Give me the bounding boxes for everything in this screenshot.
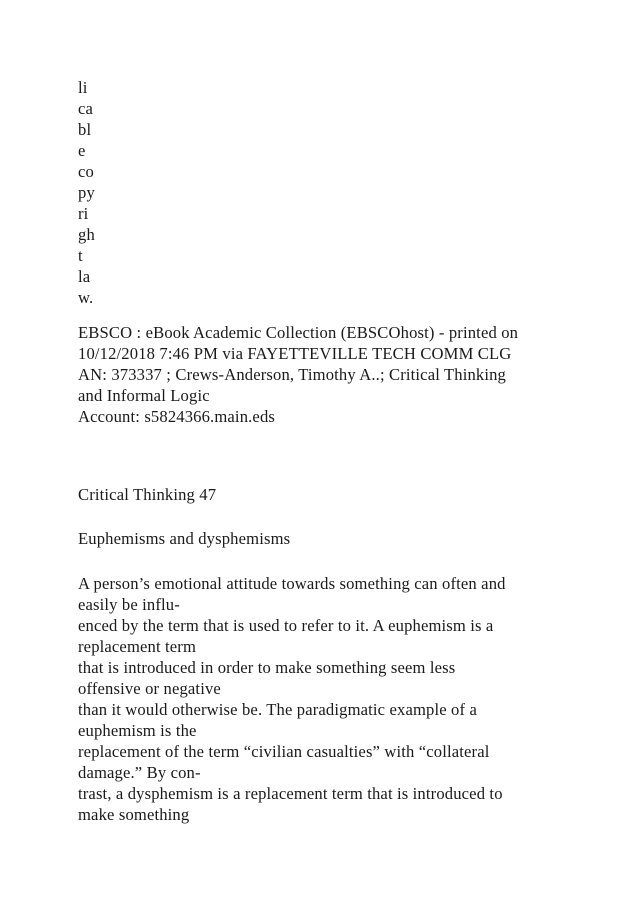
body-line: replacement of the term “civilian casualties” with “collateral — [78, 742, 490, 761]
text-fragment: ri — [78, 204, 89, 223]
body-line: euphemism is the — [78, 721, 197, 740]
body-line: that is introduced in order to make something seem less — [78, 658, 456, 677]
citation-line: AN: 373337 ; Crews-Anderson, Timothy A..; Critical Thinking — [78, 365, 507, 384]
text-fragment: py — [78, 183, 95, 202]
text-fragment: co — [78, 162, 94, 181]
citation-line: and Informal Logic — [78, 386, 210, 405]
body-line: replacement term — [78, 637, 197, 656]
body-line: offensive or negative — [78, 679, 221, 698]
citation-line: 10/12/2018 7:46 PM via FAYETTEVILLE TECH COMM CLG — [78, 344, 512, 363]
body-line: than it would otherwise be. The paradigmatic example of a — [78, 700, 477, 719]
citation-account: Account: s5824366.main.eds — [78, 407, 276, 426]
text-fragment: la — [78, 267, 91, 286]
text-fragment: w. — [78, 288, 94, 307]
body-line: A person’s emotional attitude towards something can often and — [78, 574, 506, 593]
text-fragment: ca — [78, 99, 94, 118]
text-fragment: li — [78, 78, 88, 97]
body-line: trast, a dysphemism is a replacement term that is introduced to — [78, 784, 503, 803]
text-fragment: t — [78, 246, 83, 265]
section-heading: Euphemisms and dysphemisms — [78, 529, 291, 548]
body-line: easily be influ- — [78, 595, 180, 614]
body-line: make something — [78, 805, 190, 824]
text-fragment: gh — [78, 225, 95, 244]
text-fragment: bl — [78, 120, 92, 139]
body-line: damage.” By con- — [78, 763, 201, 782]
citation-line: EBSCO : eBook Academic Collection (EBSCOhost) - printed on — [78, 323, 519, 342]
body-line: enced by the term that is used to refer to it. A euphemism is a — [78, 616, 494, 635]
text-fragment: e — [78, 141, 86, 160]
running-header: Critical Thinking 47 — [78, 485, 217, 504]
